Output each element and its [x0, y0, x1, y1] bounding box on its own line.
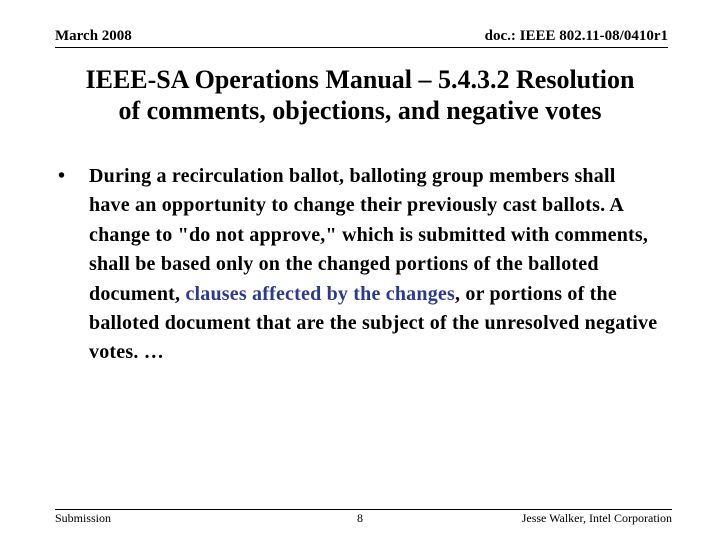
bullet-marker: •: [58, 165, 66, 187]
footer-author: Jesse Walker, Intel Corporation: [521, 511, 672, 525]
page-number: 8: [357, 511, 363, 525]
header-date: March 2008: [55, 28, 132, 44]
title-line-2: of comments, objections, and negative votes: [118, 96, 602, 125]
slide-title: [40, 64, 680, 126]
bullet-item: [58, 162, 658, 368]
bullet-text-start: During a recirculation ballot, balloting group members shall have an opportunity to change their previously cast ballots. A change to "do not approve," which is submitted with comments, shall be based only on the changed portions of the balloted document,: [89, 165, 649, 305]
bullet-text: [89, 162, 658, 368]
title-line-1: IEEE-SA Operations Manual – 5.4.3.2 Resolution: [85, 65, 635, 94]
slide-body: [58, 162, 658, 368]
footer-divider: [55, 509, 672, 510]
bullet-text-end: , or portions of the balloted document that are the subject of the unresolved negative votes. …: [89, 282, 658, 364]
header-divider: [55, 47, 668, 48]
footer-submission: Submission: [55, 511, 112, 525]
header-doc-id: doc.: IEEE 802.11-08/0410r1: [484, 28, 668, 44]
highlighted-phrase: clauses affected by the changes: [185, 282, 455, 305]
